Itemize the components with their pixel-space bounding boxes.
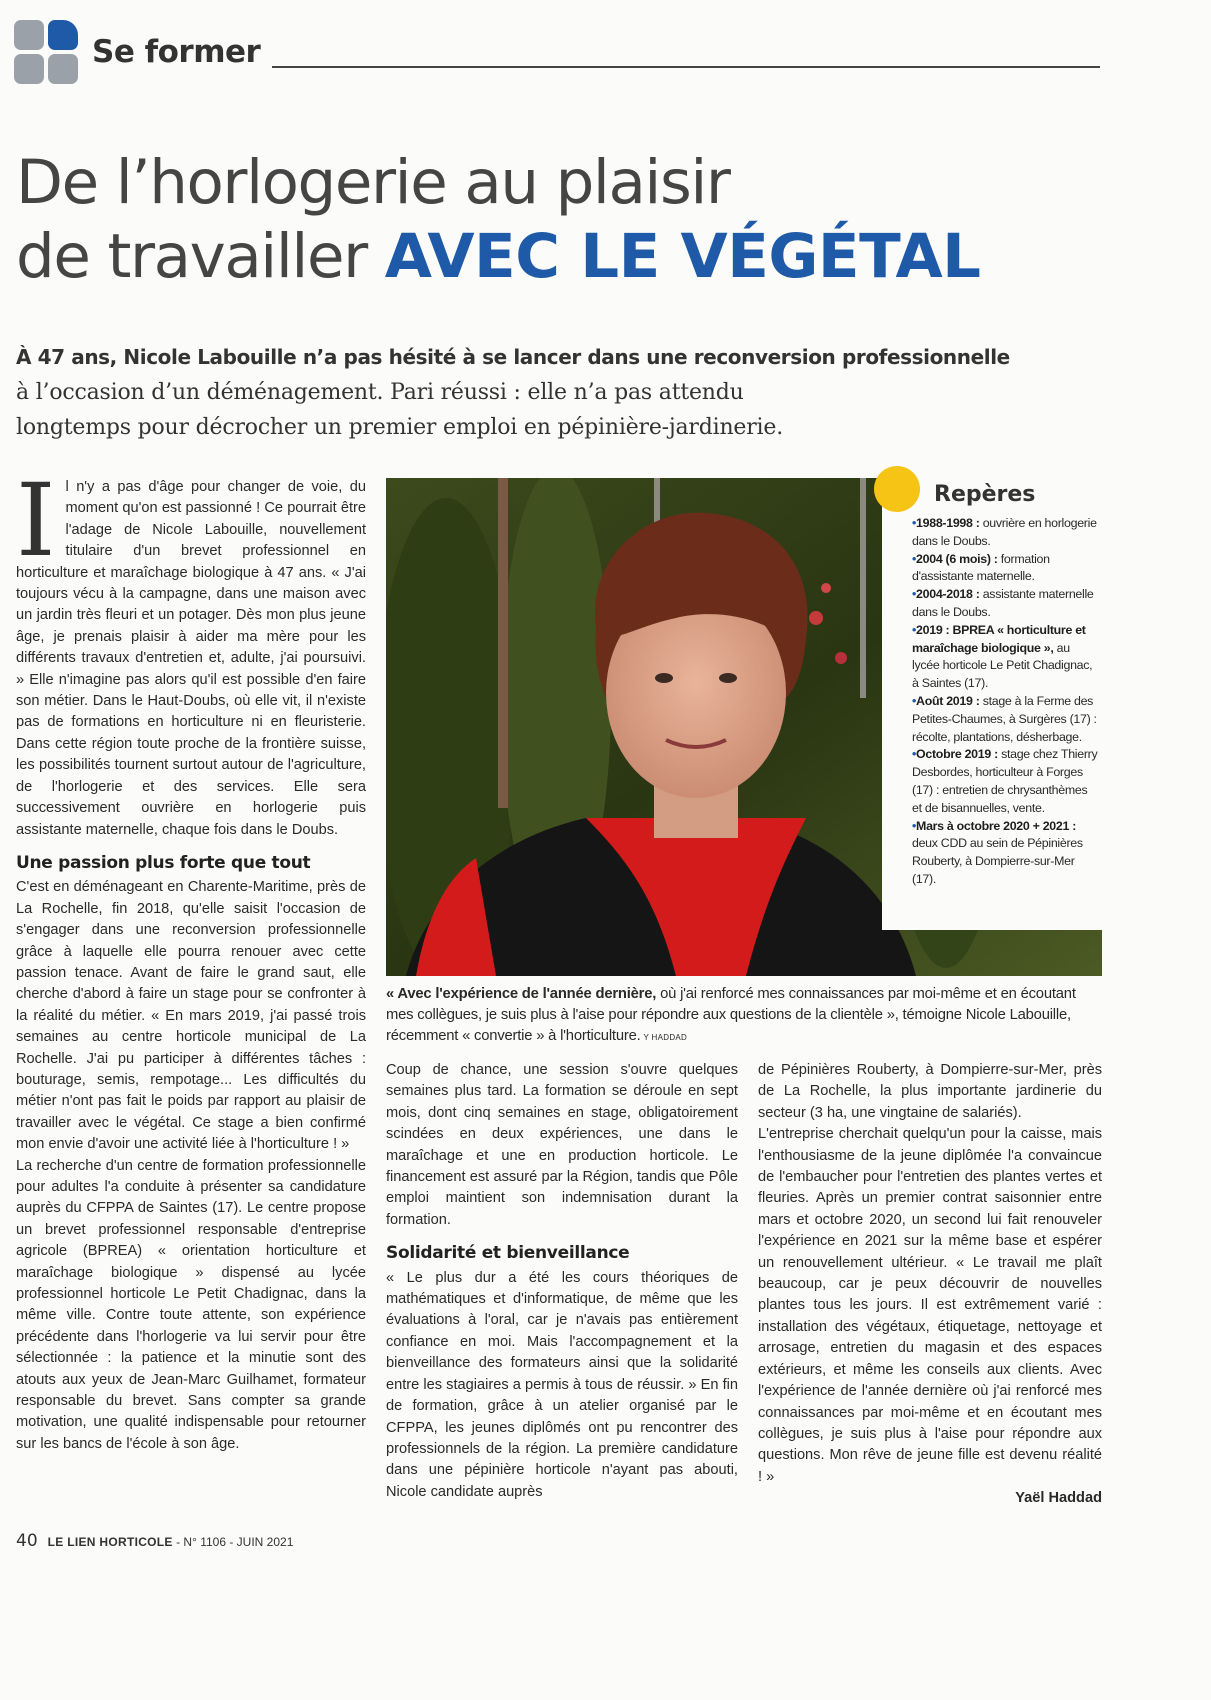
section-rule (272, 66, 1100, 68)
reperes-list (912, 515, 1100, 889)
issue-info: - N° 1106 - JUIN 2021 (172, 1535, 294, 1549)
column-left (16, 462, 366, 1455)
yellow-dot-icon (874, 466, 920, 512)
photo-caption (386, 984, 1102, 1048)
headline-accent: AVEC LE VÉGÉTAL (384, 221, 981, 292)
reperes-title: Repères (934, 482, 1036, 507)
bullet-icon: • (912, 587, 917, 602)
column-middle (386, 1060, 738, 1503)
reperes-box (882, 470, 1104, 930)
article-headline (16, 146, 1106, 294)
page-footer (16, 1531, 293, 1551)
bullet-icon: • (912, 747, 917, 762)
reperes-item: •2004 (6 mois) : formation d'assistante maternelle. (912, 551, 1050, 584)
paragraph: C'est en déménageant en Charente-Maritime, près de La Rochelle, fin 2018, qu'elle saisit l'occasion de s'engager dans une reconversion professionnelle grâce à laquelle elle pourra renouer avec cette passion tenace. Avant de faire le grand saut, elle cherche d'abord à faire un stage pour se confronter à la réalité du métier. « En mars 2019, j'ai passé trois semaines au centre horticole municipal de La Rochelle. J'ai pu participer à différentes tâches : bouturage, semis, rempotage... Les difficultés du métier n'ont pas fait le poids par rapport au plaisir de travailler avec le végétal. Ce stage a bien confirmé mon envie d'avoir une activité liée à l'horticulture ! » (16, 879, 366, 1153)
intro-bold: À 47 ans, Nicole Labouille n’a pas hésité à se lancer dans une reconversion professionnelle (16, 345, 1010, 369)
logo-square-accent (48, 20, 78, 50)
magazine-name: LE LIEN HORTICOLE (47, 1535, 173, 1549)
caption-text: où j'ai renforcé mes connaissances par moi-même et en écoutant mes collègues, je suis plus à l'aise pour répondre aux questions de la clientèle », témoigne Nicole Labouille, récemment « convertie » à l'horticulture. (386, 986, 1076, 1044)
headline-line2: de travailler (16, 221, 385, 292)
bullet-icon: • (912, 693, 917, 708)
bullet-icon: • (912, 551, 917, 566)
reperes-item: •Octobre 2019 : stage chez Thierry Desbordes, horticulteur à Forges (17) : entretien de chrysanthèmes et de bisannuelles, vente. (912, 747, 1098, 815)
logo-square (14, 54, 44, 84)
intro-text: à l’occasion d’un déménagement. Pari réussi : elle n’a pas attendu longtemps pour décrocher un premier emploi en pépinière-jardinerie. (16, 380, 784, 440)
reperes-item: •Août 2019 : stage à la Ferme des Petites-Chaumes, à Surgères (17) : récolte, plantations, désherbage. (912, 693, 1097, 744)
section-logo (14, 20, 80, 86)
paragraph: L'entreprise cherchait quelqu'un pour la caisse, mais l'enthousiasme de la jeune diplômée l'a convaincue de l'embaucher pour l'entretien des plantes vertes et fleuries. Après un premier contrat saisonnier entre mars et octobre 2020, un second lui fait renouveler l'expérience en 2021 sur la même base et espérer un renouvellement ultérieur. « Le travail me plaît beaucoup, car je peux découvrir de nouvelles plantes tous les jours. Il est extrêmement varié : installation des végétaux, étiquetage, nettoyage et arrosage, entretien du magasin et des espaces extérieurs, et même les conseils aux clients. Avec l'expérience de l'année dernière où j'ai renforcé mes connaissances par moi-même et en écoutant mes collègues, je suis plus à l'aise pour répondre aux questions. Mon rêve de jeune fille est devenu réalité ! » (758, 1126, 1102, 1485)
bullet-icon: • (912, 516, 917, 530)
subheading: Solidarité et bienveillance (386, 1243, 630, 1264)
column-right (758, 1060, 1102, 1510)
section-title: Se former (92, 34, 261, 70)
reperes-item: •2004-2018 : assistante maternelle dans le Doubs. (912, 587, 1094, 619)
subheading: Une passion plus forte que tout (16, 852, 311, 873)
paragraph: « Le plus dur a été les cours théoriques de mathématiques et d'informatique, de même que les évaluations à l'oral, car je n'avais pas entièrement confiance en moi. Mais l'accompagnement et la bienveillance des formateurs ainsi que la solidarité entre les stagiaires a permis à tous de réussir. » En fin de formation, grâce à un atelier organisé par le CFPPA, les jeunes diplômés ont pu rencontrer des professionnels de la région. La première candidature dans une pépinière horticole n'ayant pas abouti, Nicole candidate auprès (386, 1269, 738, 1500)
logo-square (14, 20, 44, 50)
logo-square (48, 54, 78, 84)
bullet-icon: • (912, 818, 917, 833)
article-intro (16, 339, 1106, 445)
paragraph: La recherche d'un centre de formation professionnelle pour adultes l'a conduite à présenter sa candidature auprès du CFPPA de Saintes (17). Le centre propose un brevet professionnel responsable d'entreprise agricole (BPREA) « orientation horticulture et maraîchage biologique » dispensé au lycée professionnel horticole Le Petit Chadignac, dans la même ville. Contre toute attente, son expérience précédente dans l'horlogerie va lui servir pour être sélectionnée : la patience et la minutie sont des atouts aux yeux de Jean-Marc Guilhamet, formateur responsable du brevet. Sans compter sa grande motivation, une qualité indispensable pour retourner sur les bancs de l'école à son âge. (16, 1157, 366, 1452)
headline-line1: De l’horlogerie au plaisir (16, 147, 730, 218)
reperes-item: •2019 : BPREA « horticulture et maraîchage biologique », au lycée horticole Le Petit Chadignac, à Saintes (17). (912, 622, 1093, 691)
paragraph: Coup de chance, une session s'ouvre quelques semaines plus tard. La formation se déroule en sept mois, dont cinq semaines en stage, obligatoirement scindées en deux expériences, une dans le maraîchage et une en production horticole. Le financement est assuré par la Région, tandis que Pôle emploi maintient son indemnisation durant la formation. (386, 1062, 738, 1228)
paragraph: l n'y a pas d'âge pour changer de voie, du moment qu'on est passionné ! Ce pourrait être l'adage de Nicole Labouille, nouvellement titulaire d'un brevet professionnel en horticulture et maraîchage biologique à 47 ans. « J'ai toujours vécu à la campagne, dans une maison avec un jardin très fleuri et un potager. Dès mon plus jeune âge, je prenais plaisir à aider ma mère pour les différents travaux d'entretien et, adulte, j'ai poursuivi. » Elle n'imagine pas alors qu'il est possible d'en faire son métier. Dans le Haut-Doubs, où elle vit, il n'existe pas de formations en horticulture ni en fleuristerie. Dans cette région toute proche de la frontière suisse, les possibilités tournent surtout autour de l'agriculture, de l'horlogerie et des services. Elle sera successivement ouvrière en horlogerie puis assistante maternelle, chaque fois dans le Doubs. (16, 479, 366, 838)
author-signature: Yaël Haddad (1015, 1490, 1102, 1507)
reperes-item: •1988-1998 : ouvrière en horlogerie dans le Doubs. (912, 516, 1097, 548)
bullet-icon: • (912, 622, 917, 637)
photo-credit: Y HADDAD (643, 1033, 688, 1042)
drop-cap: I (16, 462, 56, 579)
page-number: 40 (16, 1531, 38, 1551)
caption-bold: « Avec l'expérience de l'année dernière, (386, 986, 657, 1002)
paragraph: de Pépinières Rouberty, à Dompierre-sur-Mer, près de La Rochelle, la plus importante jardinerie du secteur (3 ha, une vingtaine de salariés). (758, 1062, 1102, 1121)
reperes-item: •Mars à octobre 2020 + 2021 : deux CDD au sein de Pépinières Rouberty, à Dompierre-sur-Mer (17). (912, 818, 1083, 886)
